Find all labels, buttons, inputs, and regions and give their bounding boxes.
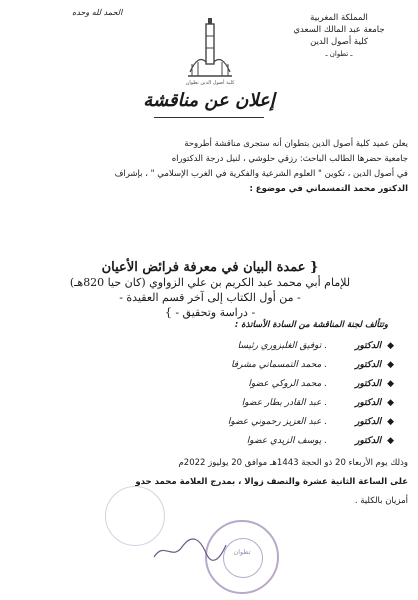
signature-icon [150, 535, 230, 565]
thesis-title: { عمدة البيان في معرفة فرائض الأعيان [101, 260, 319, 275]
body-line-2: جامعية حضرها الطالب الباحث: رزقي حلوشي ، لنيل درجة الدكتوراه [171, 154, 408, 164]
bullet-icon: ◆ [387, 436, 394, 446]
university-name: جامعة عبد المالك السعدي [293, 25, 385, 35]
list-item: ◆ الدكتور محمد التمسماني مشرفا . [94, 356, 394, 375]
body-line-3: في أصول الدين ، تكوين " العلوم الشرعية والفكرية في الغرب الإسلامي " ، بإشراف [114, 169, 408, 179]
list-item: ◆ الدكتور يوسف الزيدي عضوا . [94, 432, 394, 451]
title-underline [154, 117, 264, 118]
logo-caption: كلية أصول الدين تطوان [185, 80, 235, 86]
thesis-title-block [30, 260, 390, 320]
thesis-author: للإمام أبي محمد عبد الكريم بن علي الزواوي (كان حيا 820هـ) [69, 276, 351, 289]
closing-line-3: أمزيان بالكلية . [354, 496, 408, 506]
bullet-icon: ◆ [387, 341, 394, 351]
bullet-icon: ◆ [387, 379, 394, 389]
list-item: ◆ الدكتور عبد القادر بطار عضوا . [94, 394, 394, 413]
list-item: ◆ الدكتور عبد العزيز رحموني عضوا . [94, 413, 394, 432]
announcement-body [12, 137, 408, 197]
opening-praise: الحمد لله وحده [72, 8, 123, 17]
closing-details [12, 454, 408, 511]
thesis-type: - دراسة وتحقيق - } [164, 306, 256, 319]
list-item: ◆ الدكتور توفيق الغلبزوري رئيسا . [94, 337, 394, 356]
thesis-scope: - من أول الكتاب إلى آخر قسم العقيدة - [119, 291, 301, 304]
city-name: ـ تطوان ـ [325, 50, 353, 58]
closing-line-1: وذلك يوم الأربعاء 20 ذو الحجة 1443هـ موافق 20 يوليوز 2022م [178, 458, 408, 468]
body-line-1: يعلن عميد كلية أصول الدين بتطوان أنه ستجرى مناقشة أطروحة [184, 139, 408, 149]
committee-list [94, 337, 394, 451]
faculty-name: كلية أصول الدين [310, 37, 368, 47]
announcement-title: إعلان عن مناقشة [143, 90, 275, 111]
seal-city: تطوان [233, 548, 251, 556]
committee-heading: وتتألف لجنة المناقشة من السادة الأساتذة : [234, 320, 388, 330]
list-item: ◆ الدكتور محمد الروكي عضوا . [94, 375, 394, 394]
institution-header [274, 12, 404, 60]
country-name: المملكة المغربية [310, 13, 368, 23]
bullet-icon: ◆ [387, 417, 394, 427]
bullet-icon: ◆ [387, 360, 394, 370]
body-line-4: الدكتور محمد التمسماني في موضوع : [249, 184, 408, 194]
faculty-logo-icon [186, 18, 234, 80]
closing-line-2: على الساعة الثانية عشرة والنصف زوالا ، بمدرج العلامة محمد حدو [135, 477, 408, 487]
bullet-icon: ◆ [387, 398, 394, 408]
